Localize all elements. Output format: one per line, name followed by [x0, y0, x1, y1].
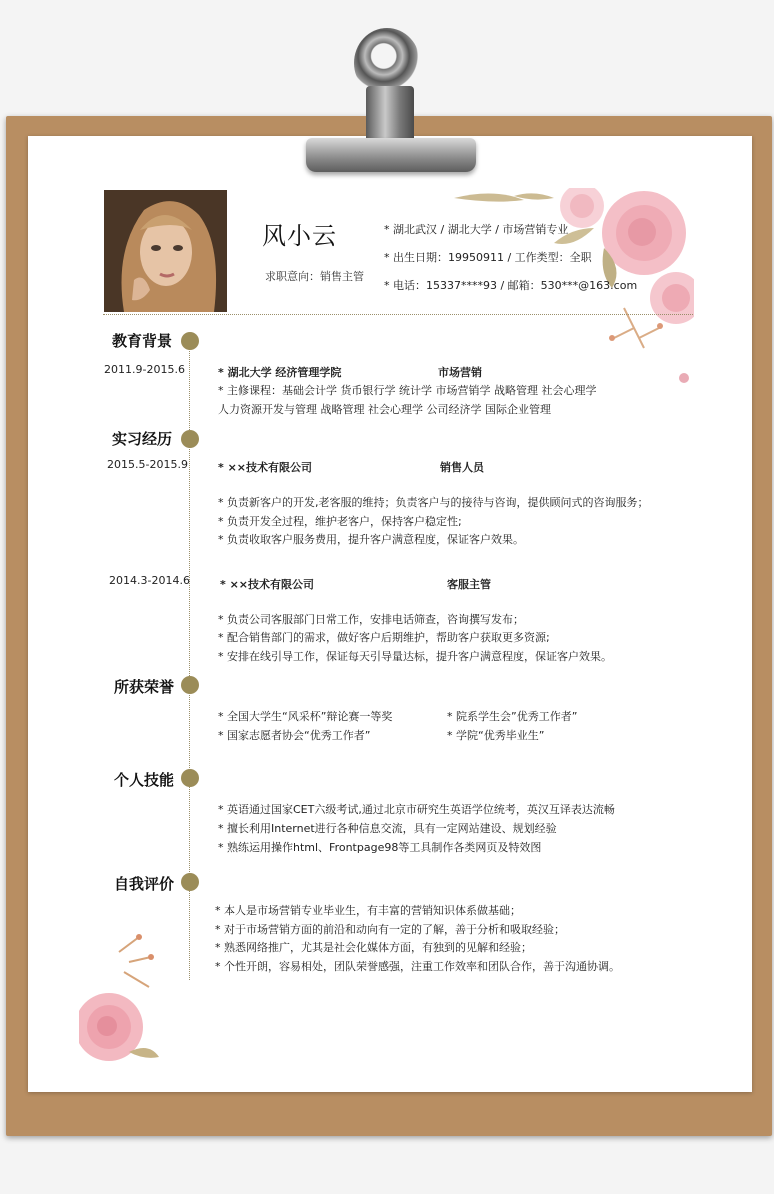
header-divider — [103, 314, 693, 315]
job-date: 2015.5-2015.9 — [107, 458, 188, 471]
section-title-education: 教育背景 — [112, 332, 173, 350]
job-duty: * 安排在线引导工作，保证每天引导量达标，提升客户满意程度，保证客户效果。 — [218, 650, 612, 663]
honor-item: * 国家志愿者协会“优秀工作者” — [218, 729, 371, 742]
timeline-dot — [181, 676, 199, 694]
self-eval-item: * 本人是市场营销专业毕业生，有丰富的营销知识体系做基础； — [215, 904, 521, 917]
profile-photo — [104, 190, 227, 312]
section-title-self-evaluation: 自我评价 — [114, 875, 175, 893]
self-eval-item: * 对于市场营销方面的前沿和动向有一定的了解，善于分析和吸取经验； — [215, 923, 565, 936]
timeline-dot — [181, 873, 199, 891]
job-duty: * 负责收取客户服务费用，提升客户满意程度，保证客户效果。 — [218, 533, 524, 546]
binder-clip-body — [366, 86, 414, 142]
job-date: 2014.3-2014.6 — [109, 574, 190, 587]
section-title-internship: 实习经历 — [112, 430, 173, 448]
timeline-dot — [181, 769, 199, 787]
self-eval-item: * 个性开朗，容易相处，团队荣誉感强，注重工作效率和团队合作，善于沟通协调。 — [215, 960, 620, 973]
timeline-dot — [181, 332, 199, 350]
job-role: 客服主管 — [447, 578, 491, 591]
skill-item: * 熟练运用操作html、Frontpage98等工具制作各类网页及特效图 — [218, 841, 542, 854]
education-courses-cont: 人力资源开发与管理 战略管理 社会心理学 公司经济学 国际企业管理 — [218, 403, 551, 416]
job-role: 销售人员 — [440, 461, 484, 474]
education-school: * 湖北大学 经济管理学院 — [218, 366, 342, 379]
honor-item: * 院系学生会”优秀工作者” — [447, 710, 578, 723]
rose-decoration-bottom-left — [79, 932, 159, 1062]
candidate-name: 风小云 — [262, 222, 337, 250]
honor-item: * 全国大学生“风采杯”辩论赛一等奖 — [218, 710, 393, 723]
skill-item: * 英语通过国家CET六级考试,通过北京市研究生英语学位统考，英汉互译表达流畅 — [218, 803, 615, 816]
honor-item: * 学院“优秀毕业生” — [447, 729, 545, 742]
skill-item: * 擅长利用Internet进行各种信息交流，具有一定网站建设、规划经验 — [218, 822, 557, 835]
section-title-honors: 所获荣誉 — [114, 678, 175, 696]
job-duty: * 负责新客户的开发,老客服的维持；负责客户与的接待与咨询，提供顾问式的咨询服务； — [218, 496, 649, 509]
info-contact: * 电话：15337****93 / 邮箱：530***@163.com — [384, 279, 638, 292]
binder-clip-base — [306, 138, 476, 172]
education-courses: * 主修课程：基础会计学 货币银行学 统计学 市场营销学 战略管理 社会心理学 — [218, 384, 597, 397]
education-date: 2011.9-2015.6 — [104, 363, 185, 376]
self-eval-item: * 熟悉网络推广，尤其是社会化媒体方面，有独到的见解和经验； — [215, 941, 532, 954]
job-duty: * 负责公司客服部门日常工作，安排电话筛查，咨询撰写发布； — [218, 613, 524, 626]
info-location: * 湖北武汉 / 湖北大学 / 市场营销专业 — [384, 223, 569, 236]
timeline-dot — [181, 430, 199, 448]
education-major: 市场营销 — [438, 366, 482, 379]
job-company: * ××技术有限公司 — [218, 461, 313, 474]
section-title-skills: 个人技能 — [114, 771, 175, 789]
job-duty: * 配合销售部门的需求，做好客户后期维护，帮助客户获取更多资源; — [218, 631, 550, 644]
job-duty: * 负责开发全过程，维护老客户，保持客户稳定性; — [218, 515, 462, 528]
job-company: * ××技术有限公司 — [220, 578, 315, 591]
info-birth-worktype: * 出生日期：19950911 / 工作类型：全职 — [384, 251, 592, 264]
job-intent: 求职意向：销售主管 — [265, 270, 364, 283]
